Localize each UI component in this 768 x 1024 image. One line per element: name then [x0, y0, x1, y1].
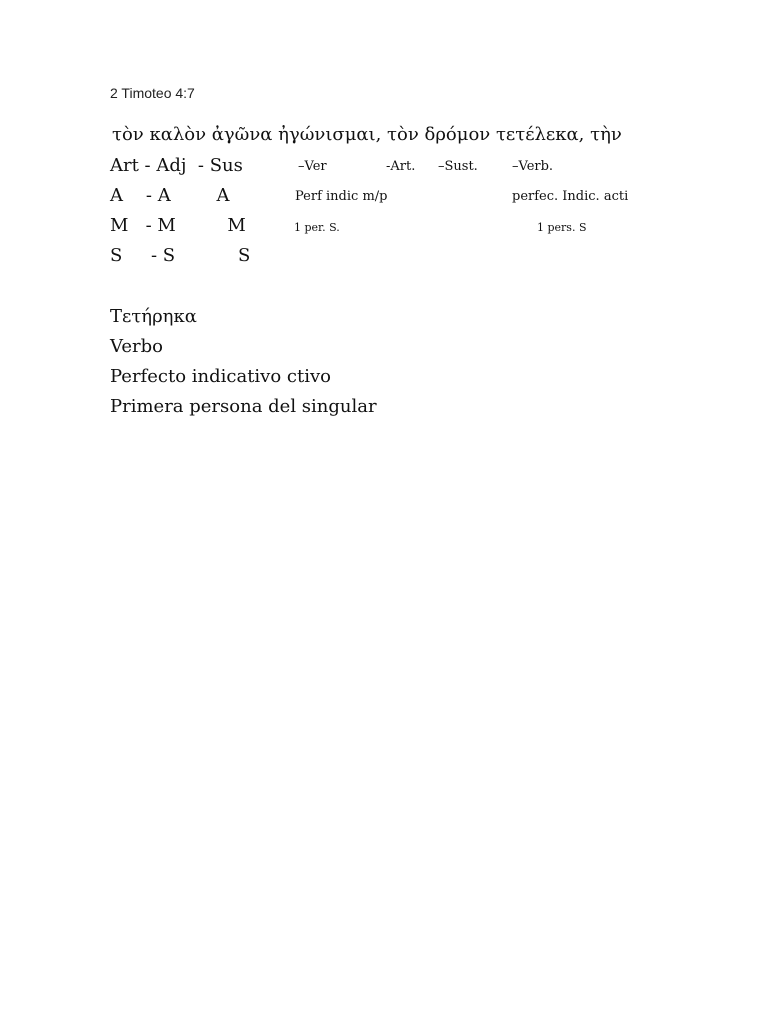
analysis-row2-case: A - A A — [110, 185, 230, 206]
note-person-number: Primera persona del singular — [110, 396, 377, 417]
scripture-reference: 2 Timoteo 4:7 — [110, 85, 195, 101]
analysis-row3-person: 1 per. S. — [294, 221, 340, 234]
analysis-row3-gender: M - M M — [110, 215, 246, 236]
analysis-row1-article: -Art. — [386, 159, 416, 174]
analysis-row1-noun: –Sust. — [438, 159, 478, 174]
analysis-row1-parts: Art - Adj - Sus — [110, 155, 243, 176]
analysis-row2-tense: Perf indic m/p — [295, 189, 388, 204]
note-greek-word: Τετήρηκα — [110, 306, 197, 327]
note-tense-mood-voice: Perfecto indicativo ctivo — [110, 366, 331, 387]
analysis-row2-tense2: perfec. Indic. acti — [512, 189, 629, 204]
analysis-row4-number: S - S S — [110, 245, 251, 266]
analysis-row3-person2: 1 pers. S — [537, 221, 587, 234]
note-part-of-speech: Verbo — [110, 336, 163, 357]
analysis-row1-verb2: –Verb. — [512, 159, 554, 174]
greek-text-line: τὸν καλὸν ἀγῶνα ἠγώνισμαι, τὸν δρόμον τετέλεκα, τὴν — [112, 124, 622, 145]
analysis-row1-verb: –Ver — [298, 159, 327, 174]
